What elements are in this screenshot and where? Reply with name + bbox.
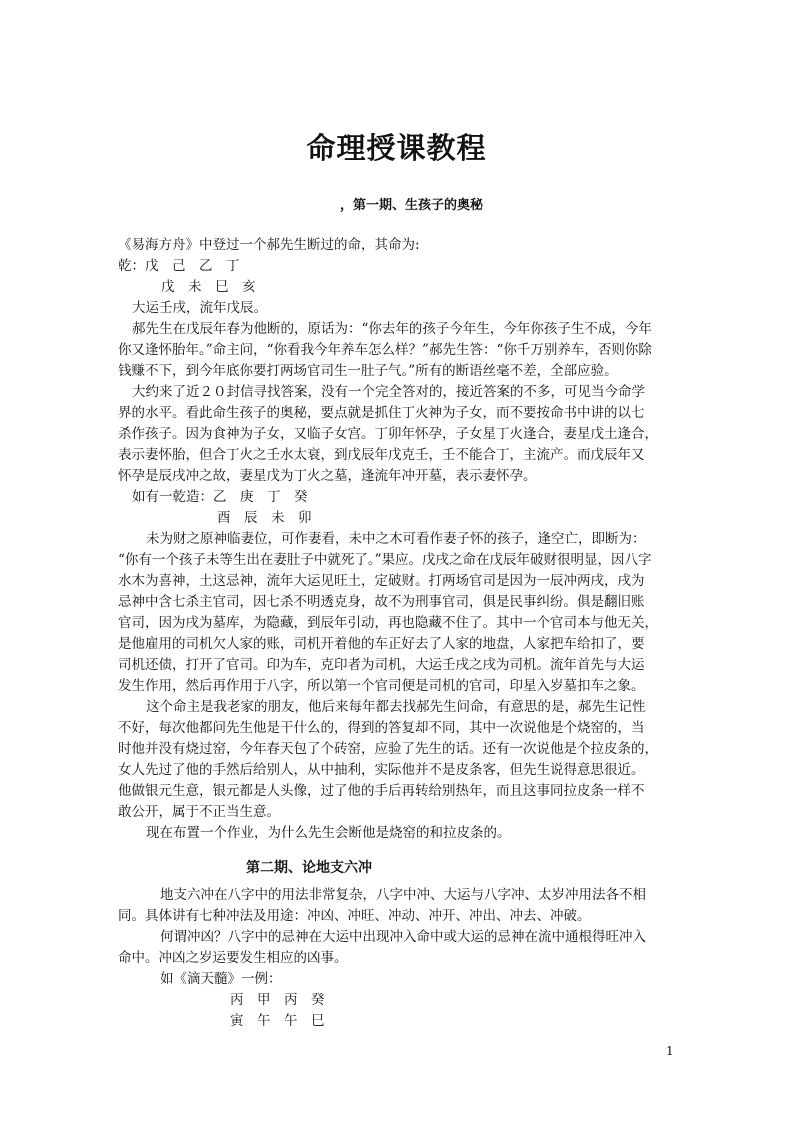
text-line: 大约来了近２０封信寻找答案，没有一个完全答对的，接近答案的不多，可见当今命学 [132,384,645,400]
text-line: 水木为喜神，土这忌神，流年大运见旺土，定破财。打两场官司是因为一辰冲两戌，戌为 [118,573,645,589]
text-line: 发生作用，然后再作用于八字，所以第一个官司便是司机的官司，印星入岁墓扣车之象。 [118,678,645,694]
text-line: 忌神中含七杀主官司，因七杀不明透克身，故不为刑事官司，俱是民事纠纷。俱是翻旧账 [118,594,645,610]
text-line: 表示妻怀胎，但合丁火之壬水太衰，到戊辰年戊克壬，壬不能合丁，主流产。而戊辰年又 [118,447,645,463]
section-2-heading: 第二期、论地支六冲 [246,860,372,876]
text-line: 司机还债，打开了官司。印为车，克印者为司机，大运壬戌之戌为司机。流年首先与大运 [118,657,645,673]
text-line: 地支六冲在八字中的用法非常复杂，八字中冲、大运与八字冲、太岁冲用法各不相 [160,887,646,903]
text-line: 未为财之原神临妻位，可作妻看，未中之木可看作妻子怀的孩子，逢空亡，即断为： [146,531,646,547]
text-line: 官司，因为戌为墓库，为隐藏，到辰年引动，再也隐藏不住了。其中一个官司本与他无关， [118,615,658,631]
text-line: 郝先生在戊辰年春为他断的，原话为：“你去年的孩子今年生，今年你孩子生不成，今年 [132,321,652,337]
text-line: 怀孕是辰戌冲之故，妻星戊为丁火之墓，逢流年冲开墓，表示妻怀孕。 [118,468,537,484]
text-line: 敢公开，属于不正当生意。 [118,804,280,820]
bazi-line: 乾：戊 己 乙 丁 [118,258,240,274]
text-line: 女人先过了他的手然后给别人，从中抽利，实际他并不是皮条客，但先生说得意思很近。 [118,762,645,778]
text-line: 时他并没有烧过窑，今年春天包了个砖窑，应验了先生的话。还有一次说他是个拉皮条的， [118,741,658,757]
page-title: 命理授课教程 [306,131,487,165]
text-line: 杀作孩子。因为食神为子女，又临子女宫。丁卯年怀孕，子女星丁火逢合，妻星戊土逢合， [118,426,658,442]
text-line: 现在布置一个作业，为什么先生会断他是烧窑的和拉皮条的。 [146,825,511,841]
bazi-line: 如有一乾造：乙 庚 丁 癸 [132,489,308,505]
text-line: 命中。冲凶之岁运要发生相应的凶事。 [118,950,348,966]
text-line: 不好，每次他都问先生他是干什么的，得到的答复却不同，其中一次说他是个烧窑的，当 [118,720,645,736]
text-line: 他做银元生意，银元都是人头像，过了他的手后再转给别热年，而且这事同拉皮条一样不 [118,783,645,799]
text-line: 同。具体讲有七种冲法及用途：冲凶、冲旺、冲动、冲开、冲出、冲去、冲破。 [118,908,591,924]
text-line: 如《滴天髓》一例： [160,971,282,987]
text-line: 这个命主是我老家的朋友，他后来每年都去找郝先生问命，有意思的是，郝先生记性 [146,699,646,715]
text-line: 界的水平。看此命生孩子的奥秘，要点就是抓住丁火神为子女，而不要按命书中讲的以七 [118,405,645,421]
text-line: 何谓冲凶？八字中的忌神在大运中出现冲入命中或大运的忌神在流中通根得旺冲入 [160,929,646,945]
text-line: 钱赚不下，到今年底你要打两场官司生一肚子气。”所有的断语丝毫不差，全部应验。 [118,363,618,379]
bazi-line: 酉 辰 未 卯 [217,510,312,526]
text-line: “你有一个孩子未等生出在妻肚子中就死了。”果应。戊戌之命在戊辰年破财很明显，因八字 [118,552,652,568]
text-line: 大运壬戌，流年戊辰。 [132,300,267,316]
bazi-line: 丙 甲 丙 癸 [230,992,325,1008]
text-line: 你又逢怀胎年。”命主问，“你看我今年养车怎么样？”郝先生答：“你千万别养车，否则你除 [118,342,652,358]
section-1-heading: ，第一期、生孩子的奥秘 [340,198,484,213]
bazi-line: 寅 午 午 巳 [230,1013,325,1029]
text-line: 是他雇用的司机欠人家的账，司机开着他的车正好去了人家的地盘，人家把车给扣了，要 [118,636,645,652]
page-number: 1 [666,1044,674,1058]
text-line: 《易海方舟》中登过一个郝先生断过的命，其命为: [118,237,420,253]
bazi-line: 戊 未 巳 亥 [161,279,256,295]
